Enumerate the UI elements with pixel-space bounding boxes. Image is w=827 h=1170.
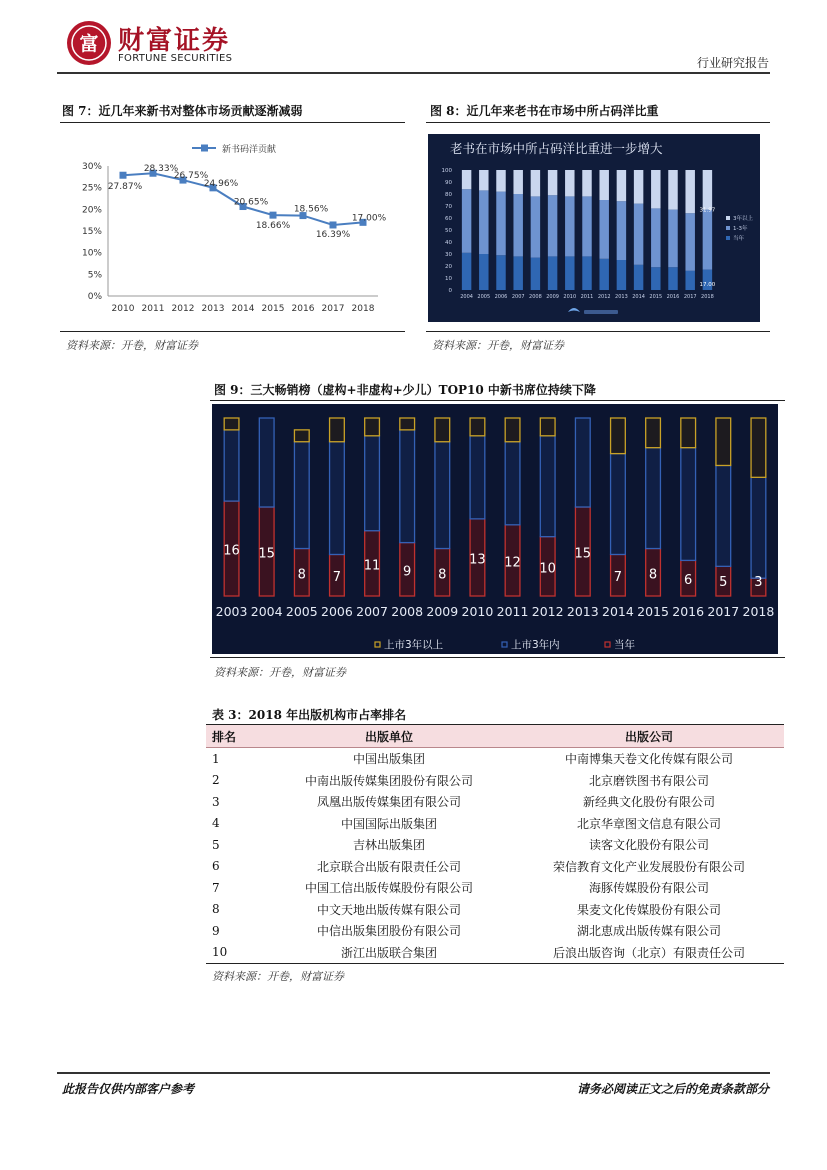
fig9-x-tick-label: 2011: [496, 604, 529, 619]
fig9-bar-segment: [330, 442, 345, 555]
fig9-bar-segment: [751, 418, 766, 477]
report-type: 行业研究报告: [696, 56, 769, 70]
fig8-y-tick-label: 50: [445, 228, 452, 234]
fig9-data-label: 15: [258, 546, 275, 562]
fig8-bar-segment: [599, 200, 608, 259]
publisher-unit-cell: 凤凰出版传媒集团有限公司: [316, 795, 461, 810]
fig8-bar-segment: [548, 195, 557, 256]
header-rank: 排名: [206, 725, 264, 748]
fig8-x-tick-label: 2018: [701, 294, 714, 300]
fig7-y-tick-label: 5%: [87, 270, 102, 281]
fig8-title-rule: [426, 122, 770, 123]
fig8-bar-segment: [462, 253, 471, 290]
fig9-legend-label: 当年: [614, 639, 635, 651]
fig9-x-tick-label: 2015: [637, 604, 669, 619]
fig9-bar-segment: [611, 454, 626, 555]
fig7-y-tick-label: 25%: [81, 183, 102, 194]
fig7-data-label: 24.96%: [203, 178, 239, 189]
rank-cell: 1: [212, 751, 220, 766]
fig8-bar-segment: [703, 210, 712, 270]
rank-cell: 9: [212, 923, 220, 938]
fig8-y-tick-label: 30: [445, 252, 452, 258]
fig7-data-label: 27.87%: [107, 182, 143, 193]
fig8-bar-segment: [565, 196, 574, 256]
fig8-x-tick-label: 2013: [615, 294, 628, 300]
table-row: [206, 770, 784, 792]
footer-right: 请务必阅读正文之后的免责条款部分: [576, 1082, 769, 1096]
fig8-x-tick-label: 2007: [511, 294, 525, 300]
company-logo: [66, 20, 112, 66]
fig7-title-rule: [60, 122, 405, 123]
logo-glyph: 富: [79, 33, 99, 55]
fig8-legend-swatch: [726, 226, 730, 230]
rank-cell: 3: [212, 794, 220, 809]
publishing-company-cell: 北京华章图文信息有限公司: [576, 816, 721, 831]
fig8-x-tick-label: 2014: [632, 294, 645, 300]
fig8-x-tick-label: 2006: [494, 294, 508, 300]
fig9-bar-segment: [400, 418, 415, 430]
fig9-bar-segment: [716, 465, 731, 566]
fig8-bar-segment: [462, 189, 471, 253]
publisher-unit-cell: 中南出版传媒集团股份有限公司: [304, 773, 473, 788]
fig9-bar-segment: [681, 418, 696, 448]
fig8-y-tick-label: 90: [445, 180, 452, 186]
fig9-bar-segment: [470, 418, 485, 436]
fig9-bar-segment: [294, 442, 309, 549]
fig9-data-label: 9: [403, 564, 412, 580]
table-body: [206, 748, 784, 964]
publishing-company-cell: 中南博集天卷文化传媒有限公司: [564, 752, 733, 767]
fig8-bar-segment: [496, 255, 505, 290]
publishing-company-cell: 后浪出版咨询（北京）有限责任公司: [552, 945, 745, 960]
fig9-data-label: 7: [332, 570, 342, 586]
fig7-data-point: [270, 212, 277, 219]
fig8-bar-segment: [668, 267, 677, 290]
fig7-legend-marker: [201, 145, 208, 152]
fig9-data-label: 8: [648, 567, 658, 583]
publishing-company-cell: 荣信教育文化产业发展股份有限公司: [552, 859, 745, 874]
fig7-bottom-rule: [60, 331, 405, 332]
fig7-x-tick-label: 2016: [291, 304, 315, 314]
fig7-data-label: 26.75%: [173, 171, 209, 182]
fig8-y-tick-label: 80: [445, 192, 452, 198]
publisher-unit-cell: 浙江出版联合集团: [340, 945, 437, 960]
table-row: [206, 748, 784, 770]
fig8-chart-title: 老书在市场中所占码洋比重进一步增大: [450, 141, 663, 156]
fig8-legend-label: 1-3年: [733, 226, 748, 232]
fig8-bar-segment: [634, 170, 643, 204]
fig8-bar-segment: [685, 213, 694, 271]
fig9-x-tick-label: 2008: [391, 604, 424, 619]
fig7-y-tick-label: 10%: [81, 248, 102, 259]
fig9-bar-segment: [294, 430, 309, 442]
rank-cell: 2: [212, 773, 220, 788]
table3-source: 资料来源：开卷，财富证券: [212, 970, 344, 983]
fig8-x-tick-label: 2011: [580, 294, 594, 300]
fig9-data-label: 13: [469, 552, 486, 568]
fig8-bar-segment: [599, 170, 608, 200]
fig8-bar-segment: [651, 170, 660, 208]
fig8-legend-label: 当年: [733, 236, 745, 242]
fig9-data-label: 8: [438, 567, 447, 583]
fig7-data-point: [330, 221, 337, 228]
fig7-x-tick-label: 2017: [321, 304, 345, 314]
fig9-x-tick-label: 2004: [250, 604, 283, 619]
table3-bottom-rule: [206, 963, 784, 964]
fig7-x-tick-label: 2018: [351, 304, 375, 314]
fig9-bar-segment: [365, 418, 380, 436]
fig8-bar-segment: [617, 170, 626, 201]
publisher-unit-cell: 中信出版集团股份有限公司: [316, 924, 461, 939]
fig8-bar-segment: [548, 256, 557, 290]
fig8-annotation: 31.97: [699, 207, 716, 214]
table-header-row: [206, 725, 784, 748]
fig9-data-label: 16: [223, 543, 240, 559]
fig8-legend-swatch: [726, 216, 730, 220]
fig9-data-label: 3: [754, 575, 763, 590]
table-row: [206, 899, 784, 921]
fig9-bar-segment: [365, 436, 380, 531]
fig8-bar-segment: [685, 170, 694, 213]
rank-cell: 5: [212, 837, 220, 852]
fig8-x-tick-label: 2010: [563, 294, 577, 300]
brand-name-cn: 财富证券: [118, 26, 231, 56]
fig9-bar-segment: [224, 430, 239, 501]
fig8-x-tick-label: 2017: [683, 294, 697, 300]
fig8-x-tick-label: 2009: [546, 294, 559, 300]
fig8-y-tick-label: 100: [441, 168, 452, 174]
fig8-bar-segment: [634, 265, 643, 290]
fig7-legend-label: 新书码洋贡献: [222, 145, 277, 155]
fig7-x-tick-label: 2012: [171, 304, 195, 314]
publishing-company-cell: 读客文化股份有限公司: [588, 838, 709, 853]
fig9-bar-segment: [435, 442, 450, 549]
fig7-x-tick-label: 2015: [261, 304, 285, 314]
fig8-bar-segment: [479, 170, 488, 190]
fig8-bar-segment: [531, 196, 540, 257]
ranking-table: [206, 725, 784, 963]
fig7-data-label: 18.66%: [255, 221, 291, 232]
table-row: [206, 834, 784, 856]
footer-left: 此报告仅供内部客户参考: [62, 1082, 195, 1096]
table-row: [206, 791, 784, 813]
fig9-bar-segment: [681, 448, 696, 561]
table-row: [206, 856, 784, 878]
fig8-source: 资料来源：开卷，财富证券: [432, 339, 564, 352]
fig8-bar-segment: [685, 271, 694, 290]
fig8-y-tick-label: 40: [445, 240, 452, 246]
fig8-bar-segment: [668, 170, 677, 210]
fig7-y-tick-label: 20%: [81, 205, 102, 216]
fig8-y-tick-label: 70: [445, 204, 452, 210]
fig7-chart: [60, 128, 405, 328]
fig8-y-tick-label: 60: [445, 216, 452, 222]
fig8-y-tick-label: 10: [445, 276, 452, 282]
fig7-data-point: [120, 172, 127, 179]
fig9-x-tick-label: 2003: [215, 604, 248, 619]
fig9-bar-segment: [646, 448, 661, 549]
fig9-x-tick-label: 2012: [531, 604, 564, 619]
fig9-bar-segment: [575, 418, 590, 507]
fig8-x-tick-label: 2005: [477, 294, 491, 300]
fig9-data-label: 5: [719, 575, 728, 590]
fig9-legend-label: 上市3年内: [511, 639, 560, 651]
fig9-x-tick-label: 2014: [602, 604, 634, 619]
fig8-x-tick-label: 2016: [666, 294, 680, 300]
fig8-annotation: 17.00: [699, 282, 716, 288]
fig8-bar-segment: [531, 170, 540, 196]
fig9-title-rule: [210, 400, 785, 401]
brand-name-en: FORTUNE SECURITIES: [118, 53, 233, 64]
fig9-bar-segment: [330, 418, 345, 442]
rank-cell: 8: [212, 902, 220, 917]
table-row: [206, 942, 784, 964]
fig9-bar-segment: [259, 418, 274, 507]
fig8-x-tick-label: 2008: [529, 294, 542, 300]
fig9-bar-segment: [224, 418, 239, 430]
publishing-company-cell: 湖北恵成出版传媒有限公司: [576, 924, 721, 939]
fig9-chart: [212, 404, 778, 654]
fig8-x-tick-label: 2012: [597, 294, 611, 300]
fig9-x-tick-label: 2013: [566, 604, 599, 619]
fig8-bar-segment: [513, 170, 522, 194]
header: [0, 0, 827, 80]
fig9-bar-segment: [540, 418, 555, 436]
fig8-bar-segment: [582, 170, 591, 196]
fig8-bar-segment: [496, 170, 505, 192]
fig7-data-label: 16.39%: [315, 229, 351, 240]
fig9-legend-label: 上市3年以上: [384, 639, 444, 651]
publisher-unit-cell: 吉林出版集团: [352, 838, 425, 853]
fig9-x-tick-label: 2006: [321, 604, 353, 619]
table-row: [206, 920, 784, 942]
fig9-bottom-rule: [210, 657, 785, 658]
fig8-x-tick-label: 2015: [649, 294, 663, 300]
fig8-legend-label: 3年以上: [733, 216, 753, 222]
fig8-bar-segment: [582, 196, 591, 256]
fig7-source: 资料来源：开卷，财富证券: [66, 339, 198, 352]
fig9-bar-segment: [611, 418, 626, 454]
table-row: [206, 877, 784, 899]
fig7-y-tick-label: 0%: [87, 292, 102, 302]
publishing-company-cell: 果麦文化传媒股份有限公司: [576, 902, 721, 917]
fig8-bar-segment: [531, 258, 540, 290]
fig8-x-tick-label: 2004: [460, 294, 473, 300]
fig9-x-tick-label: 2018: [742, 604, 775, 619]
fig8-bar-segment: [651, 208, 660, 267]
fig7-y-tick-label: 30%: [81, 162, 102, 172]
rank-cell: 4: [212, 816, 220, 831]
fig9-x-tick-label: 2016: [672, 604, 705, 619]
table-row: [206, 813, 784, 835]
fig8-bar-segment: [513, 194, 522, 256]
fig8-bar-segment: [617, 201, 626, 260]
publishing-company-cell: 新经典文化股份有限公司: [582, 795, 715, 810]
header-publisher-unit: 出版单位: [264, 725, 514, 748]
publishing-company-cell: 北京磨铁图书有限公司: [588, 773, 709, 788]
rank-cell: 7: [212, 880, 220, 895]
footer-rule: [57, 1072, 770, 1074]
fig9-x-tick-label: 2017: [707, 604, 740, 619]
fig9-x-tick-label: 2009: [426, 604, 459, 619]
fig8-y-tick-label: 0: [448, 288, 452, 294]
fig8-bar-segment: [479, 190, 488, 254]
fig7-data-label: 17.00%: [351, 213, 387, 224]
fig9-bar-segment: [400, 430, 415, 543]
fig9-data-label: 7: [613, 570, 623, 586]
fig9-data-label: 15: [574, 546, 592, 562]
header-publishing-company: 出版公司: [514, 725, 784, 748]
fig8-watermark-bar: [584, 310, 618, 314]
fig8-bar-segment: [634, 204, 643, 265]
fig7-x-tick-label: 2011: [141, 304, 165, 314]
fig9-data-label: 12: [504, 555, 521, 571]
fig7-data-label: 20.65%: [233, 197, 269, 208]
fig7-x-tick-label: 2014: [231, 304, 255, 314]
publisher-unit-cell: 北京联合出版有限责任公司: [316, 859, 461, 874]
fig7-data-label: 18.56%: [293, 204, 329, 215]
fig8-bar-segment: [599, 259, 608, 290]
fig9-bar-segment: [435, 418, 450, 442]
rank-cell: 6: [212, 859, 220, 874]
fig8-bar-segment: [548, 170, 557, 195]
fig7-y-tick-label: 15%: [81, 227, 102, 237]
fig9-title: 图 9：三大畅销榜（虚构+非虚构+少儿）TOP10 中新书席位持续下降: [214, 383, 596, 397]
fig9-source: 资料来源：开卷，财富证券: [214, 666, 346, 679]
fig8-bar-segment: [703, 170, 712, 210]
fig9-x-tick-label: 2010: [461, 604, 494, 619]
fig9-bar-segment: [470, 436, 485, 519]
fig8-y-tick-label: 20: [445, 264, 452, 270]
fig9-data-label: 11: [363, 558, 381, 574]
fig9-bar-segment: [540, 436, 555, 537]
fig8-bar-segment: [651, 267, 660, 290]
fig7-title: 图 7：近几年来新书对整体市场贡献逐渐减弱: [62, 104, 303, 118]
header-rule: [57, 72, 770, 74]
publisher-unit-cell: 中国工信出版传媒股份有限公司: [304, 881, 473, 896]
fig8-bar-segment: [479, 254, 488, 290]
table3-title: 表 3：2018 年出版机构市占率排名: [212, 708, 407, 722]
fig9-bar-segment: [505, 418, 520, 442]
fig9-data-label: 8: [297, 567, 306, 583]
publisher-unit-cell: 中国国际出版集团: [340, 816, 437, 831]
fig8-bar-segment: [565, 256, 574, 290]
fig8-chart: [428, 134, 760, 322]
fig9-data-label: 6: [684, 573, 693, 589]
rank-cell: 10: [212, 945, 228, 960]
fig9-x-tick-label: 2005: [285, 604, 318, 619]
fig9-x-tick-label: 2007: [356, 604, 388, 619]
publisher-unit-cell: 中国出版集团: [352, 752, 425, 767]
fig8-legend-swatch: [726, 236, 730, 240]
fig9-bar-segment: [646, 418, 661, 448]
fig8-bottom-rule: [426, 331, 770, 332]
fig8-bar-segment: [462, 170, 471, 189]
publishing-company-cell: 海豚传媒股份有限公司: [588, 881, 709, 896]
fig9-bar-segment: [751, 477, 766, 578]
fig8-bar-segment: [496, 192, 505, 256]
fig9-data-label: 10: [539, 561, 556, 577]
fig8-bar-segment: [617, 260, 626, 290]
fig7-x-tick-label: 2013: [201, 304, 225, 314]
fig8-bar-segment: [565, 170, 574, 196]
fig7-x-tick-label: 2010: [111, 304, 135, 314]
fig8-title: 图 8：近几年来老书在市场中所占码洋比重: [430, 104, 659, 118]
fig8-bar-segment: [668, 210, 677, 268]
fig9-bar-segment: [505, 442, 520, 525]
fig8-bar-segment: [513, 256, 522, 290]
fig7-data-label: 28.33%: [143, 164, 179, 175]
fig9-bar-segment: [716, 418, 731, 465]
fig8-bar-segment: [582, 256, 591, 290]
publisher-unit-cell: 中文天地出版传媒有限公司: [316, 902, 461, 917]
